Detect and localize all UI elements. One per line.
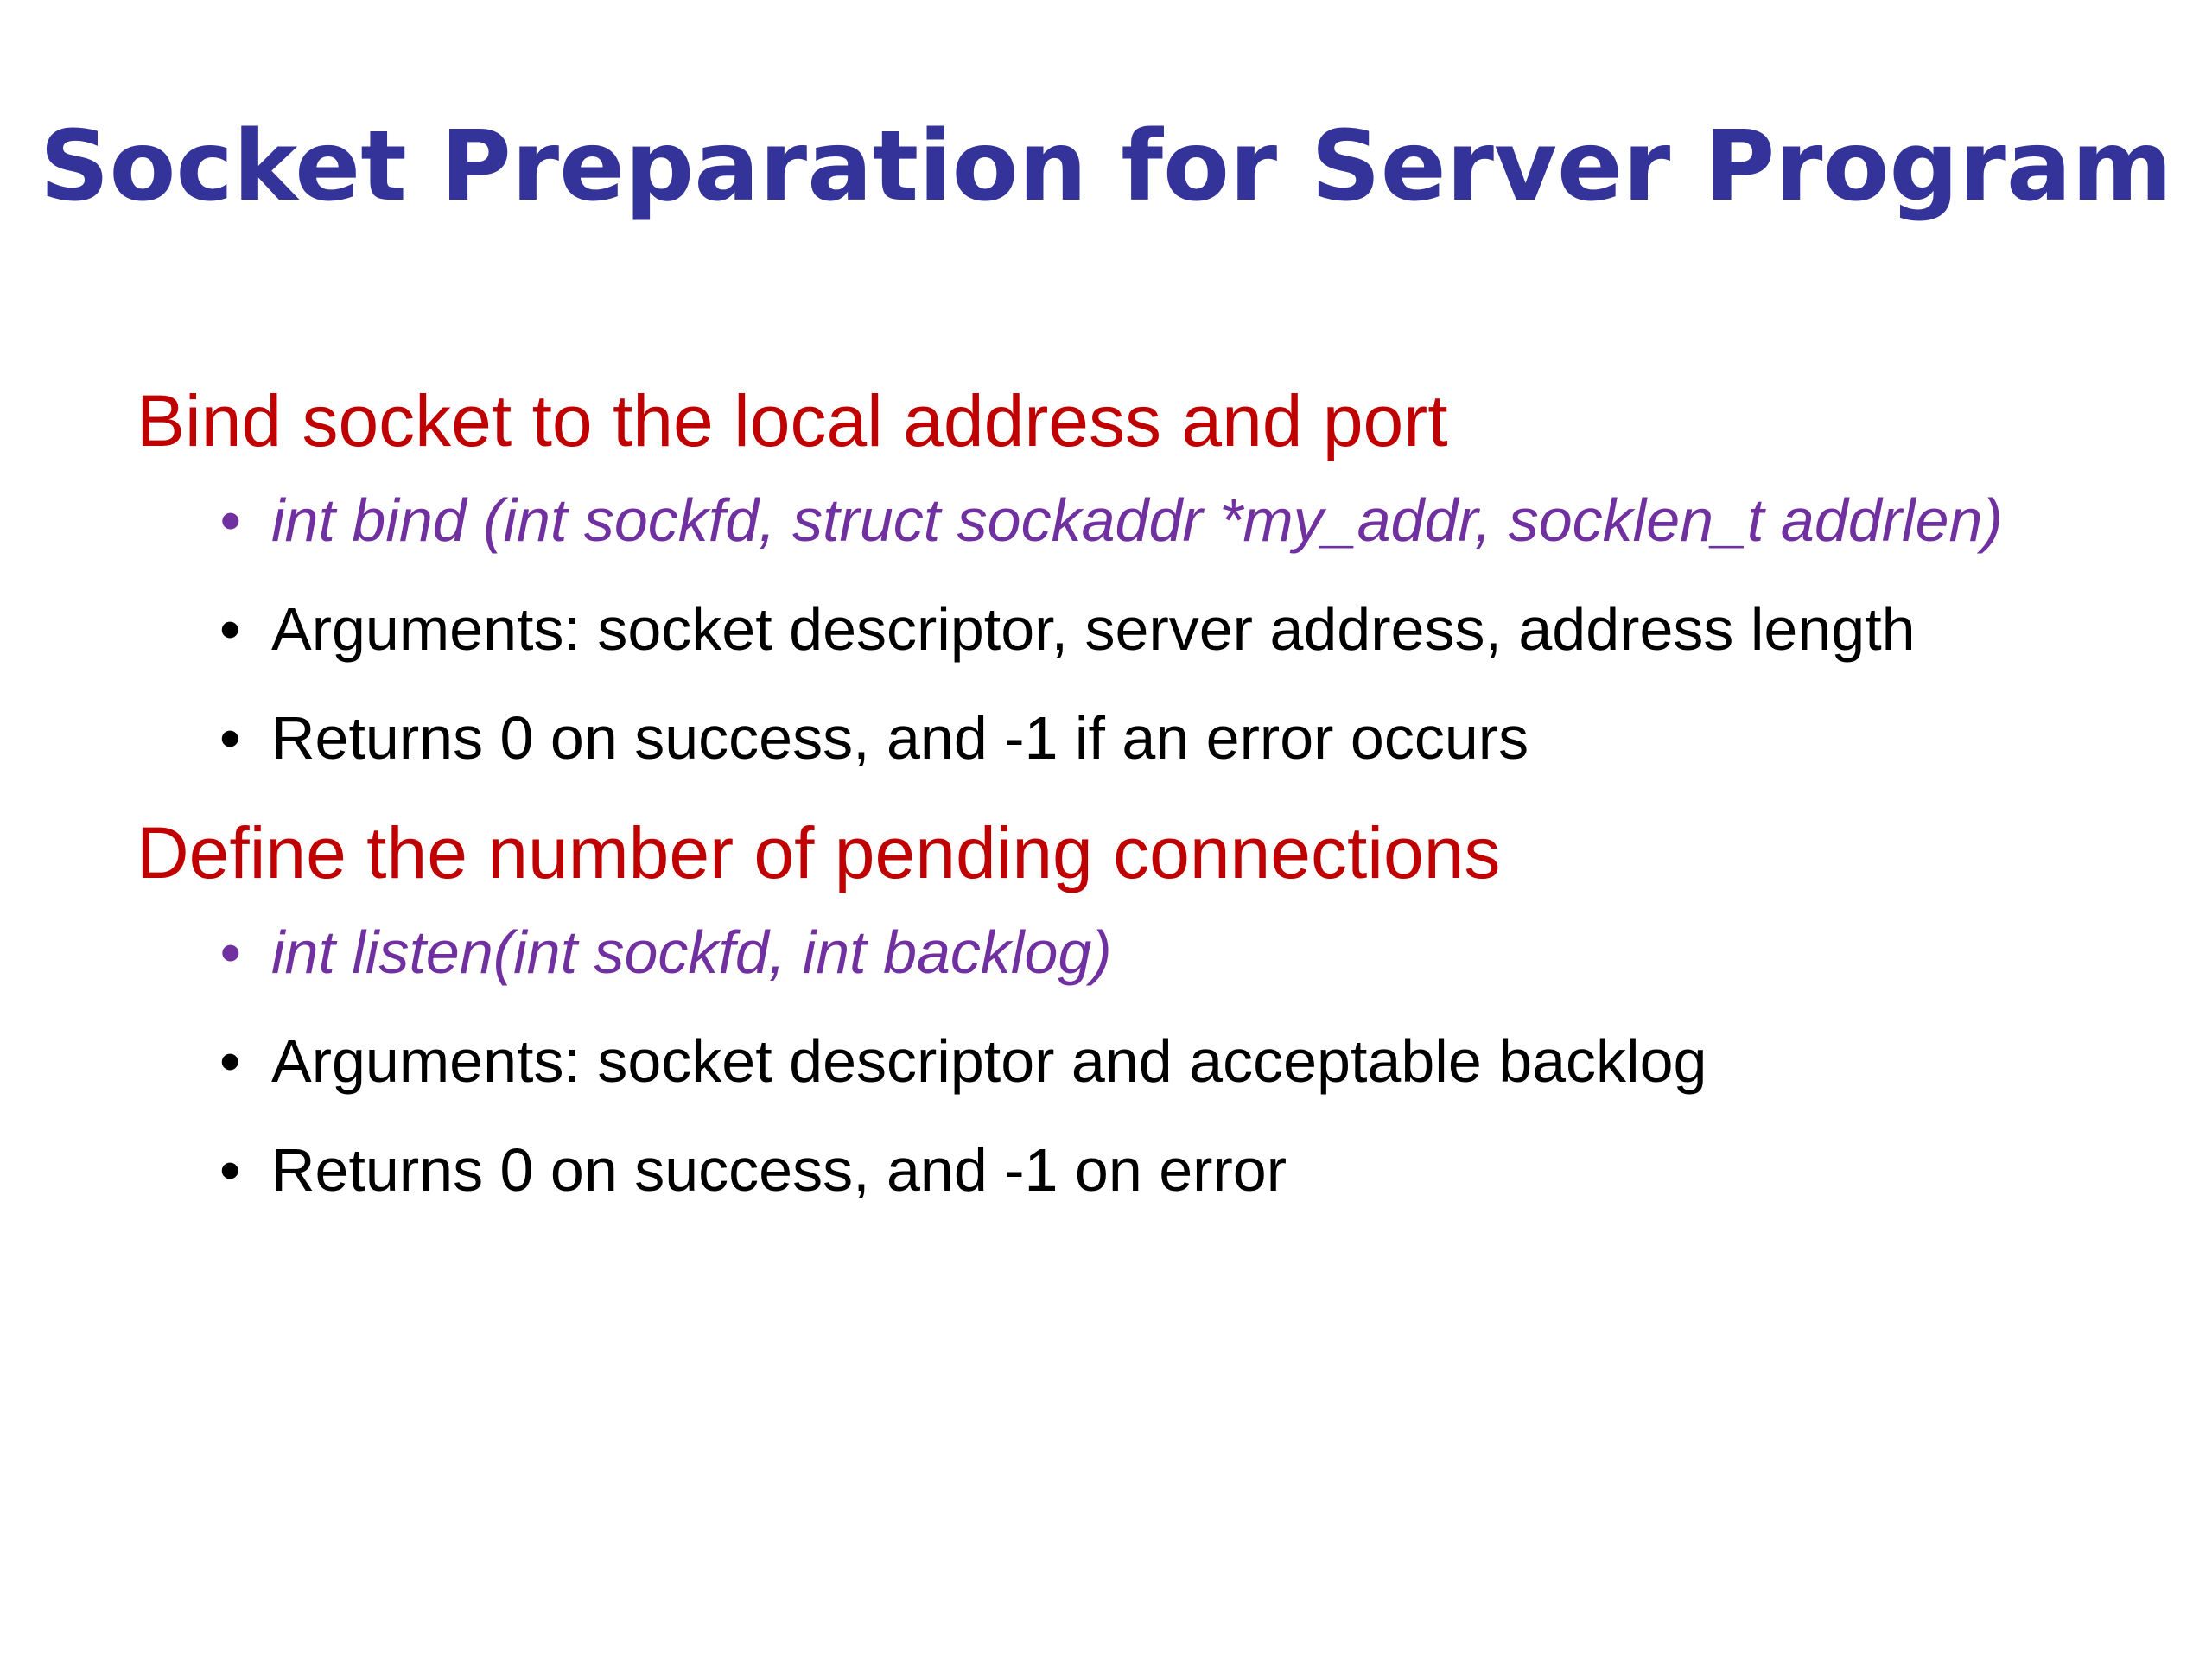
section-heading-bind: Bind socket to the local address and port (137, 380, 1448, 461)
bullet-text: int listen(int sockfd, int backlog) (271, 918, 1112, 986)
bullet-listen-signature (137, 907, 2072, 997)
bullet-dot: • (219, 595, 241, 663)
bullet-text: Arguments: socket descriptor, server address, address length (271, 595, 1916, 663)
bullet-list-bind (137, 475, 2072, 783)
slide-title: Socket Preparation for Server Program (39, 111, 2173, 223)
bullet-bind-signature (137, 475, 2072, 565)
bullet-text: Returns 0 on success, and -1 if an error occurs (271, 704, 1529, 772)
bullet-dot: • (219, 918, 241, 986)
section-bind (137, 370, 2072, 783)
bullet-dot: • (219, 1027, 241, 1095)
slide-content (137, 370, 2072, 1234)
bullet-text: int bind (int sockfd, struct sockaddr *my_addr, socklen_t addrlen) (271, 486, 2003, 554)
bullet-bind-returns (137, 693, 2072, 783)
bullet-text: Returns 0 on success, and -1 on error (271, 1136, 1287, 1204)
bullet-bind-arguments (137, 584, 2072, 674)
bullet-dot: • (219, 486, 241, 554)
bullet-dot: • (219, 1136, 241, 1204)
bullet-text: Arguments: socket descriptor and acceptable backlog (271, 1027, 1707, 1095)
bullet-list-listen (137, 907, 2072, 1215)
bullet-listen-returns (137, 1125, 2072, 1215)
section-heading-listen: Define the number of pending connections (137, 812, 1501, 893)
bullet-dot: • (219, 704, 241, 772)
bullet-listen-arguments (137, 1016, 2072, 1106)
section-listen (137, 802, 2072, 1215)
